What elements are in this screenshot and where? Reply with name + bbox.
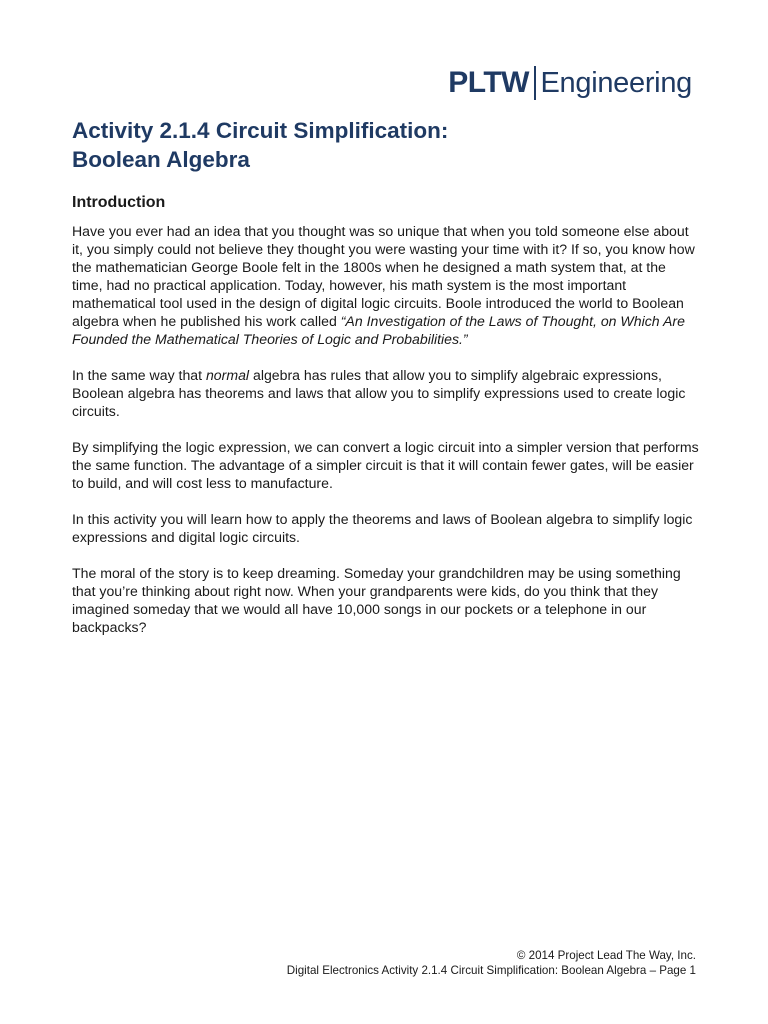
paragraph-3: By simplifying the logic expression, we can convert a logic circuit into a simpler version that performs the same function. The advantage of a simpler circuit is that it will contain fewer gates, will be easier to build, and will cost less to manufacture. bbox=[72, 439, 699, 491]
paragraph-2-emphasis: normal bbox=[205, 367, 250, 383]
paragraph-5: The moral of the story is to keep dreaming. Someday your grandchildren may be using something that you’re thinking about right now. When your grandparents were kids, do you think that they imagined someday that we would all have 10,000 songs in our pockets or a telephone in our backpacks? bbox=[72, 565, 681, 635]
logo-divider bbox=[534, 66, 536, 100]
paragraph-2 bbox=[72, 366, 700, 420]
footer-copyright: © 2014 Project Lead The Way, Inc. bbox=[516, 949, 696, 962]
page-footer bbox=[287, 948, 696, 978]
pltw-engineering-logo bbox=[448, 64, 692, 102]
paragraph-1-text: Have you ever had an idea that you thought was so unique that when you told someone else about it, you simply could not believe they thought you were wasting your time with it? If so, you know how the mathematician George Boole felt in the 1800s when he designed a math system that, at the time, had no practical application. Today, however, his math system is the most important mathematical tool used in the design of digital logic circuits. Boole introduced the world to Boolean algebra when he published his work called bbox=[72, 223, 695, 329]
paragraph-2-before: In the same way that bbox=[72, 367, 206, 383]
logo-engineering-text: Engineering bbox=[540, 67, 692, 99]
page-title-line1: Activity 2.1.4 Circuit Simplification: bbox=[72, 118, 449, 143]
section-heading-introduction: Introduction bbox=[72, 194, 166, 211]
paragraph-2-after: algebra has rules that allow you to simplify algebraic expressions, Boolean algebra has theorems and laws that allow you to simplify expressions used to create logic circuits. bbox=[72, 367, 686, 419]
logo-pltw-text: PLTW bbox=[448, 66, 529, 99]
paragraph-1-book-title: “An Investigation of the Laws of Thought, on Which Are Founded the Mathematical Theories of Logic and Probabilities.” bbox=[72, 313, 685, 347]
page-title-line2: Boolean Algebra bbox=[72, 147, 250, 172]
paragraph-1 bbox=[72, 222, 700, 348]
introduction-body bbox=[72, 222, 700, 654]
page-title bbox=[72, 116, 448, 174]
paragraph-4: In this activity you will learn how to apply the theorems and laws of Boolean algebra to simplify logic expressions and digital logic circuits. bbox=[72, 511, 693, 545]
footer-page-info: Digital Electronics Activity 2.1.4 Circuit Simplification: Boolean Algebra – Page 1 bbox=[286, 964, 696, 977]
